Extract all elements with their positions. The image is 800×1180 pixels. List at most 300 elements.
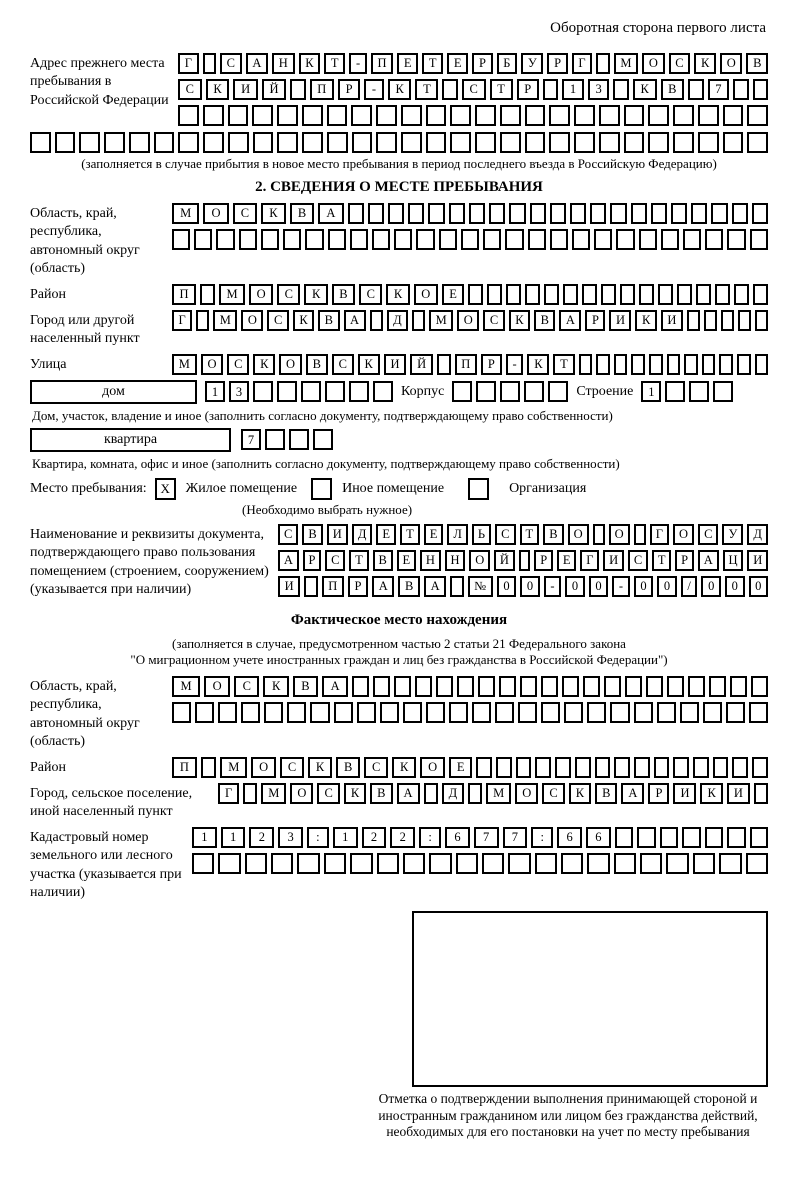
char-cell[interactable]: К: [253, 354, 275, 375]
char-cell[interactable]: [449, 203, 465, 224]
char-cell[interactable]: [241, 702, 260, 723]
char-cell[interactable]: У: [521, 53, 543, 74]
char-cell[interactable]: Р: [675, 550, 694, 571]
char-cell[interactable]: [614, 757, 630, 778]
char-cell[interactable]: 1: [192, 827, 217, 848]
char-cell[interactable]: [327, 105, 348, 126]
char-cell[interactable]: [711, 203, 727, 224]
char-cell[interactable]: [357, 702, 376, 723]
char-cell[interactable]: И: [747, 550, 768, 571]
char-cell[interactable]: [475, 105, 496, 126]
char-cell[interactable]: [634, 757, 650, 778]
char-cell[interactable]: [450, 105, 471, 126]
char-cell[interactable]: Т: [422, 53, 443, 74]
char-cell[interactable]: Ц: [723, 550, 744, 571]
char-cell[interactable]: [753, 284, 768, 305]
char-cell[interactable]: 6: [445, 827, 470, 848]
char-cell[interactable]: [654, 757, 670, 778]
char-cell[interactable]: Е: [449, 757, 472, 778]
char-cell[interactable]: С: [234, 676, 259, 697]
char-cell[interactable]: А: [397, 783, 420, 804]
char-cell[interactable]: М: [219, 284, 245, 305]
char-cell[interactable]: [516, 757, 532, 778]
char-cell[interactable]: 3: [278, 827, 303, 848]
char-cell[interactable]: [310, 702, 329, 723]
char-cell[interactable]: А: [318, 203, 343, 224]
char-cell[interactable]: К: [694, 53, 716, 74]
char-cell[interactable]: [549, 105, 570, 126]
char-cell[interactable]: [79, 132, 100, 153]
char-cell[interactable]: 7: [241, 429, 261, 450]
char-cell[interactable]: [373, 381, 393, 402]
char-cell[interactable]: К: [206, 79, 230, 100]
char-cell[interactable]: И: [278, 576, 300, 597]
char-cell[interactable]: [200, 284, 215, 305]
char-cell[interactable]: [689, 381, 709, 402]
char-cell[interactable]: И: [233, 79, 257, 100]
char-cell[interactable]: [476, 757, 492, 778]
char-cell[interactable]: О: [249, 284, 273, 305]
char-cell[interactable]: Т: [400, 524, 420, 545]
checkbox-zhiloe[interactable]: X: [155, 478, 176, 500]
char-cell[interactable]: [634, 702, 653, 723]
char-cell[interactable]: №: [468, 576, 493, 597]
char-cell[interactable]: [753, 79, 768, 100]
char-cell[interactable]: [129, 132, 150, 153]
char-cell[interactable]: [677, 284, 692, 305]
char-cell[interactable]: [549, 132, 570, 153]
char-cell[interactable]: [671, 203, 687, 224]
char-cell[interactable]: [637, 827, 655, 848]
char-cell[interactable]: [368, 203, 384, 224]
char-cell[interactable]: 1: [205, 381, 225, 402]
char-cell[interactable]: К: [388, 79, 412, 100]
char-cell[interactable]: [203, 53, 216, 74]
char-cell[interactable]: [376, 105, 397, 126]
char-cell[interactable]: 3: [588, 79, 610, 100]
char-cell[interactable]: [751, 676, 768, 697]
char-cell[interactable]: [715, 284, 730, 305]
char-cell[interactable]: [666, 853, 688, 874]
char-cell[interactable]: 1: [641, 381, 661, 402]
char-cell[interactable]: [154, 132, 175, 153]
char-cell[interactable]: Н: [272, 53, 294, 74]
char-cell[interactable]: Д: [442, 783, 465, 804]
char-cell[interactable]: Г: [580, 550, 599, 571]
char-cell[interactable]: В: [661, 79, 685, 100]
char-cell[interactable]: [684, 354, 698, 375]
char-cell[interactable]: [509, 203, 525, 224]
char-cell[interactable]: [277, 381, 297, 402]
char-cell[interactable]: В: [306, 354, 328, 375]
char-cell[interactable]: [746, 853, 768, 874]
char-cell[interactable]: [289, 429, 309, 450]
char-cell[interactable]: [313, 429, 333, 450]
char-cell[interactable]: [324, 853, 346, 874]
char-cell[interactable]: [624, 132, 645, 153]
char-cell[interactable]: [651, 203, 667, 224]
char-cell[interactable]: 0: [634, 576, 654, 597]
char-cell[interactable]: [468, 783, 482, 804]
char-cell[interactable]: И: [673, 783, 696, 804]
char-cell[interactable]: 0: [657, 576, 677, 597]
char-cell[interactable]: [667, 676, 684, 697]
char-cell[interactable]: [401, 132, 422, 153]
char-cell[interactable]: Т: [349, 550, 368, 571]
char-cell[interactable]: Г: [218, 783, 239, 804]
char-cell[interactable]: Е: [397, 53, 418, 74]
char-cell[interactable]: М: [172, 354, 197, 375]
char-cell[interactable]: Й: [410, 354, 433, 375]
char-cell[interactable]: [657, 702, 676, 723]
char-cell[interactable]: Д: [747, 524, 768, 545]
char-cell[interactable]: [682, 827, 700, 848]
char-cell[interactable]: И: [609, 310, 631, 331]
char-cell[interactable]: [450, 576, 463, 597]
char-cell[interactable]: [496, 757, 512, 778]
char-cell[interactable]: И: [327, 524, 348, 545]
char-cell[interactable]: [696, 284, 711, 305]
char-cell[interactable]: [550, 229, 568, 250]
char-cell[interactable]: 0: [589, 576, 609, 597]
char-cell[interactable]: К: [261, 203, 286, 224]
char-cell[interactable]: [683, 229, 701, 250]
char-cell[interactable]: [426, 105, 447, 126]
char-cell[interactable]: [649, 354, 663, 375]
char-cell[interactable]: [575, 757, 591, 778]
char-cell[interactable]: [456, 853, 478, 874]
char-cell[interactable]: [194, 229, 212, 250]
char-cell[interactable]: И: [727, 783, 750, 804]
char-cell[interactable]: [519, 550, 531, 571]
char-cell[interactable]: [525, 105, 546, 126]
char-cell[interactable]: :: [307, 827, 329, 848]
char-cell[interactable]: 7: [474, 827, 499, 848]
char-cell[interactable]: [265, 429, 285, 450]
char-cell[interactable]: [468, 284, 483, 305]
char-cell[interactable]: В: [332, 284, 355, 305]
char-cell[interactable]: [673, 105, 694, 126]
char-cell[interactable]: С: [280, 757, 304, 778]
char-cell[interactable]: С: [359, 284, 382, 305]
char-cell[interactable]: [287, 702, 306, 723]
char-cell[interactable]: [687, 310, 700, 331]
char-cell[interactable]: К: [392, 757, 416, 778]
char-cell[interactable]: [596, 354, 610, 375]
char-cell[interactable]: С: [542, 783, 564, 804]
char-cell[interactable]: [752, 203, 768, 224]
char-cell[interactable]: [172, 702, 191, 723]
char-cell[interactable]: 0: [565, 576, 585, 597]
char-cell[interactable]: Д: [387, 310, 409, 331]
char-cell[interactable]: Е: [447, 53, 468, 74]
char-cell[interactable]: 3: [229, 381, 249, 402]
char-cell[interactable]: [752, 757, 768, 778]
char-cell[interactable]: [574, 105, 595, 126]
char-cell[interactable]: В: [290, 203, 315, 224]
char-cell[interactable]: [380, 702, 399, 723]
char-cell[interactable]: [203, 132, 224, 153]
char-cell[interactable]: [570, 203, 586, 224]
char-cell[interactable]: [691, 203, 707, 224]
char-cell[interactable]: [228, 132, 249, 153]
char-cell[interactable]: [596, 53, 609, 74]
char-cell[interactable]: [401, 105, 422, 126]
char-cell[interactable]: [719, 354, 733, 375]
char-cell[interactable]: [428, 203, 444, 224]
char-cell[interactable]: [461, 229, 479, 250]
char-cell[interactable]: [646, 676, 663, 697]
char-cell[interactable]: [698, 105, 719, 126]
char-cell[interactable]: [610, 203, 626, 224]
char-cell[interactable]: [698, 132, 719, 153]
char-cell[interactable]: Р: [585, 310, 605, 331]
char-cell[interactable]: Г: [650, 524, 669, 545]
char-cell[interactable]: [733, 79, 748, 100]
char-cell[interactable]: [483, 229, 501, 250]
char-cell[interactable]: [631, 354, 645, 375]
char-cell[interactable]: [104, 132, 125, 153]
char-cell[interactable]: [610, 702, 629, 723]
char-cell[interactable]: 6: [557, 827, 582, 848]
char-cell[interactable]: [750, 827, 768, 848]
char-cell[interactable]: [218, 702, 237, 723]
char-cell[interactable]: [449, 702, 468, 723]
char-cell[interactable]: С: [227, 354, 249, 375]
char-cell[interactable]: [277, 105, 298, 126]
char-cell[interactable]: [658, 284, 673, 305]
char-cell[interactable]: [548, 381, 568, 402]
char-cell[interactable]: О: [251, 757, 276, 778]
char-cell[interactable]: Д: [352, 524, 373, 545]
char-cell[interactable]: [228, 105, 249, 126]
char-cell[interactable]: [429, 853, 451, 874]
char-cell[interactable]: [196, 310, 209, 331]
char-cell[interactable]: К: [344, 783, 366, 804]
char-cell[interactable]: [195, 702, 214, 723]
char-cell[interactable]: [302, 132, 323, 153]
char-cell[interactable]: К: [509, 310, 530, 331]
char-cell[interactable]: К: [299, 53, 321, 74]
char-cell[interactable]: [520, 676, 537, 697]
char-cell[interactable]: А: [344, 310, 366, 331]
char-cell[interactable]: С: [669, 53, 691, 74]
char-cell[interactable]: [614, 354, 628, 375]
char-cell[interactable]: [631, 203, 647, 224]
char-cell[interactable]: М: [614, 53, 639, 74]
char-cell[interactable]: Р: [472, 53, 492, 74]
char-cell[interactable]: О: [568, 524, 589, 545]
char-cell[interactable]: С: [483, 310, 504, 331]
char-cell[interactable]: [203, 105, 224, 126]
char-cell[interactable]: Е: [424, 524, 444, 545]
char-cell[interactable]: [327, 132, 348, 153]
char-cell[interactable]: Р: [517, 79, 539, 100]
char-cell[interactable]: 0: [701, 576, 721, 597]
char-cell[interactable]: А: [278, 550, 299, 571]
char-cell[interactable]: [261, 229, 279, 250]
char-cell[interactable]: Б: [497, 53, 518, 74]
char-cell[interactable]: О: [515, 783, 538, 804]
char-cell[interactable]: Р: [303, 550, 322, 571]
char-cell[interactable]: [667, 354, 681, 375]
char-cell[interactable]: [472, 702, 491, 723]
char-cell[interactable]: [705, 827, 723, 848]
char-cell[interactable]: О: [201, 354, 224, 375]
char-cell[interactable]: [457, 676, 474, 697]
char-cell[interactable]: М: [429, 310, 453, 331]
char-cell[interactable]: М: [172, 203, 199, 224]
char-cell[interactable]: :: [419, 827, 441, 848]
char-cell[interactable]: В: [543, 524, 563, 545]
char-cell[interactable]: [732, 203, 748, 224]
char-cell[interactable]: Г: [572, 53, 593, 74]
char-cell[interactable]: П: [310, 79, 334, 100]
char-cell[interactable]: [582, 284, 597, 305]
char-cell[interactable]: Т: [490, 79, 513, 100]
char-cell[interactable]: [178, 132, 199, 153]
char-cell[interactable]: 7: [503, 827, 528, 848]
char-cell[interactable]: [665, 381, 685, 402]
char-cell[interactable]: [730, 676, 747, 697]
char-cell[interactable]: [595, 757, 611, 778]
char-cell[interactable]: Й: [494, 550, 515, 571]
char-cell[interactable]: [587, 853, 609, 874]
char-cell[interactable]: [412, 310, 425, 331]
char-cell[interactable]: [541, 676, 558, 697]
char-cell[interactable]: [541, 702, 560, 723]
char-cell[interactable]: О: [290, 783, 313, 804]
char-cell[interactable]: О: [609, 524, 630, 545]
char-cell[interactable]: Г: [178, 53, 199, 74]
char-cell[interactable]: [648, 132, 669, 153]
char-cell[interactable]: [750, 229, 768, 250]
char-cell[interactable]: С: [364, 757, 388, 778]
char-cell[interactable]: С: [628, 550, 648, 571]
char-cell[interactable]: П: [322, 576, 344, 597]
char-cell[interactable]: [702, 354, 716, 375]
char-cell[interactable]: [424, 783, 438, 804]
char-cell[interactable]: [403, 702, 422, 723]
char-cell[interactable]: [373, 676, 390, 697]
char-cell[interactable]: [661, 229, 679, 250]
char-cell[interactable]: [564, 702, 583, 723]
char-cell[interactable]: С: [325, 550, 345, 571]
char-cell[interactable]: [245, 853, 267, 874]
char-cell[interactable]: О: [241, 310, 263, 331]
char-cell[interactable]: Е: [376, 524, 396, 545]
char-cell[interactable]: В: [595, 783, 617, 804]
char-cell[interactable]: [599, 132, 620, 153]
char-cell[interactable]: [500, 381, 520, 402]
char-cell[interactable]: М: [220, 757, 247, 778]
char-cell[interactable]: [726, 702, 745, 723]
char-cell[interactable]: [673, 757, 689, 778]
char-cell[interactable]: [727, 827, 745, 848]
char-cell[interactable]: [524, 381, 544, 402]
char-cell[interactable]: [648, 105, 669, 126]
char-cell[interactable]: К: [308, 757, 332, 778]
char-cell[interactable]: [713, 757, 729, 778]
char-cell[interactable]: /: [681, 576, 698, 597]
char-cell[interactable]: Т: [553, 354, 574, 375]
char-cell[interactable]: [705, 229, 723, 250]
char-cell[interactable]: [747, 105, 768, 126]
char-cell[interactable]: С: [267, 310, 288, 331]
char-cell[interactable]: [476, 381, 496, 402]
char-cell[interactable]: [452, 381, 472, 402]
char-cell[interactable]: [613, 79, 628, 100]
char-cell[interactable]: С: [178, 79, 202, 100]
checkbox-inoe[interactable]: [311, 478, 332, 500]
char-cell[interactable]: П: [371, 53, 393, 74]
char-cell[interactable]: [192, 853, 214, 874]
char-cell[interactable]: [450, 132, 471, 153]
char-cell[interactable]: Е: [397, 550, 416, 571]
char-cell[interactable]: [377, 853, 399, 874]
char-cell[interactable]: О: [642, 53, 664, 74]
char-cell[interactable]: [426, 702, 445, 723]
char-cell[interactable]: [721, 310, 734, 331]
char-cell[interactable]: С: [220, 53, 242, 74]
char-cell[interactable]: [544, 284, 559, 305]
char-cell[interactable]: [719, 853, 741, 874]
char-cell[interactable]: [437, 354, 451, 375]
char-cell[interactable]: 0: [749, 576, 769, 597]
char-cell[interactable]: [305, 229, 323, 250]
char-cell[interactable]: [243, 783, 257, 804]
char-cell[interactable]: О: [203, 203, 228, 224]
char-cell[interactable]: В: [302, 524, 322, 545]
char-cell[interactable]: Р: [547, 53, 567, 74]
char-cell[interactable]: [352, 676, 369, 697]
char-cell[interactable]: [370, 310, 383, 331]
char-cell[interactable]: [693, 757, 709, 778]
char-cell[interactable]: [530, 203, 546, 224]
char-cell[interactable]: 6: [586, 827, 611, 848]
char-cell[interactable]: 2: [362, 827, 387, 848]
char-cell[interactable]: [505, 229, 523, 250]
char-cell[interactable]: К: [633, 79, 657, 100]
char-cell[interactable]: П: [455, 354, 478, 375]
char-cell[interactable]: В: [336, 757, 360, 778]
char-cell[interactable]: О: [204, 676, 230, 697]
char-cell[interactable]: К: [263, 676, 288, 697]
char-cell[interactable]: К: [527, 354, 549, 375]
char-cell[interactable]: 0: [725, 576, 745, 597]
char-cell[interactable]: С: [698, 524, 718, 545]
char-cell[interactable]: [495, 702, 514, 723]
char-cell[interactable]: К: [293, 310, 314, 331]
char-cell[interactable]: [732, 757, 748, 778]
char-cell[interactable]: [525, 132, 546, 153]
char-cell[interactable]: [525, 284, 540, 305]
char-cell[interactable]: [325, 381, 345, 402]
char-cell[interactable]: 1: [562, 79, 584, 100]
checkbox-organizaciya[interactable]: [468, 478, 489, 500]
char-cell[interactable]: В: [373, 550, 393, 571]
char-cell[interactable]: [574, 132, 595, 153]
char-cell[interactable]: О: [420, 757, 445, 778]
char-cell[interactable]: [351, 105, 372, 126]
char-cell[interactable]: [535, 757, 551, 778]
char-cell[interactable]: -: [349, 53, 367, 74]
char-cell[interactable]: Е: [442, 284, 465, 305]
char-cell[interactable]: В: [398, 576, 420, 597]
char-cell[interactable]: Р: [534, 550, 553, 571]
char-cell[interactable]: О: [279, 354, 302, 375]
char-cell[interactable]: [616, 229, 634, 250]
